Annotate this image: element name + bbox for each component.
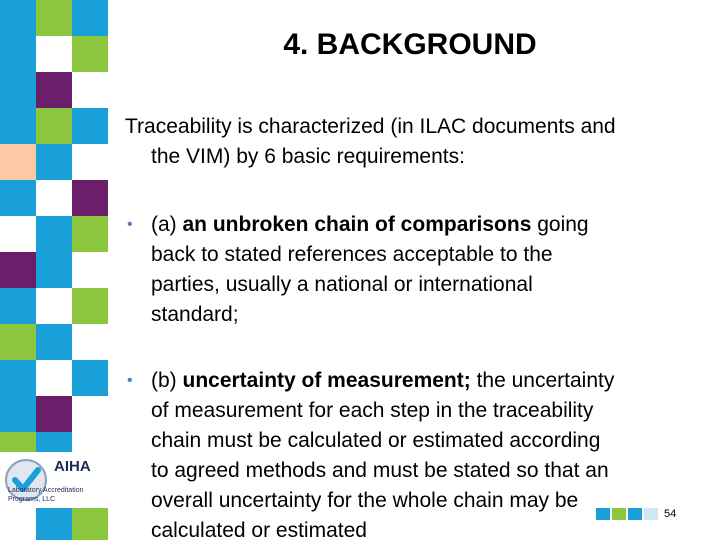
aiha-logo [0, 452, 108, 508]
mosaic-tile [36, 324, 72, 360]
bullet-text: the uncertainty [470, 369, 615, 392]
mosaic-tile [72, 108, 108, 144]
mosaic-tile [72, 180, 108, 216]
bullet-dot-icon: • [127, 216, 133, 233]
footer-square [612, 508, 626, 520]
bullet-prefix: (a) [151, 213, 183, 236]
bullet-a [127, 210, 697, 330]
bullet-bold-text: uncertainty of measurement; [182, 369, 471, 392]
logo-text: AIHA [54, 458, 91, 475]
bullet-bold-text: an unbroken chain of comparisons [182, 213, 532, 236]
mosaic-tile [36, 108, 72, 144]
mosaic-tile [72, 36, 108, 72]
mosaic-tile [0, 108, 36, 144]
bullet-line: back to stated references acceptable to the [151, 243, 553, 266]
intro-paragraph [125, 112, 695, 172]
bullet-line: standard; [151, 303, 239, 326]
bullet-line: parties, usually a national or international [151, 273, 533, 296]
intro-line: Traceability is characterized (in ILAC documents and [125, 115, 616, 138]
footer-square [628, 508, 642, 520]
page-number: 54 [664, 508, 677, 520]
mosaic-tile [36, 0, 72, 36]
mosaic-tile [72, 360, 108, 396]
mosaic-tile [36, 72, 72, 108]
mosaic-tile [36, 396, 72, 432]
bullet-line: chain must be calculated or estimated according [151, 429, 601, 452]
mosaic-tile [0, 324, 36, 360]
mosaic-tile [72, 396, 108, 432]
slide-title: 4. BACKGROUND [283, 28, 537, 61]
mosaic-tile [36, 360, 72, 396]
footer-square [596, 508, 610, 520]
mosaic-tile [72, 324, 108, 360]
intro-line: the VIM) by 6 basic requirements: [151, 145, 465, 168]
mosaic-tile [72, 144, 108, 180]
mosaic-tile [72, 216, 108, 252]
mosaic-tile [0, 252, 36, 288]
bullet-line: calculated or estimated [151, 519, 367, 542]
mosaic-tile [0, 180, 36, 216]
mosaic-tile [36, 504, 72, 540]
mosaic-tile [0, 216, 36, 252]
mosaic-tile [0, 36, 36, 72]
bullet-line: overall uncertainty for the whole chain may be [151, 489, 579, 512]
bullet-dot-icon: • [127, 372, 133, 389]
mosaic-tile [72, 0, 108, 36]
mosaic-tile [0, 396, 36, 432]
mosaic-tile [0, 0, 36, 36]
bullet-line: to agreed methods and must be stated so that an [151, 459, 609, 482]
bullet-text: going [531, 213, 589, 236]
mosaic-tile [72, 72, 108, 108]
mosaic-tile [0, 360, 36, 396]
mosaic-tile [36, 252, 72, 288]
mosaic-tile [0, 288, 36, 324]
mosaic-tile [0, 504, 36, 540]
mosaic-tile [36, 216, 72, 252]
mosaic-tile [36, 36, 72, 72]
mosaic-tile [0, 72, 36, 108]
mosaic-tile [36, 180, 72, 216]
footer-square [644, 508, 658, 520]
logo-subtitle: Laboratory Accreditation Programs, LLC [8, 487, 84, 503]
mosaic-tile [72, 252, 108, 288]
mosaic-tile [36, 144, 72, 180]
mosaic-tile [72, 504, 108, 540]
mosaic-tile [36, 288, 72, 324]
bullet-line: of measurement for each step in the traceability [151, 399, 594, 422]
mosaic-tile [0, 144, 36, 180]
mosaic-tile [72, 288, 108, 324]
bullet-prefix: (b) [151, 369, 183, 392]
